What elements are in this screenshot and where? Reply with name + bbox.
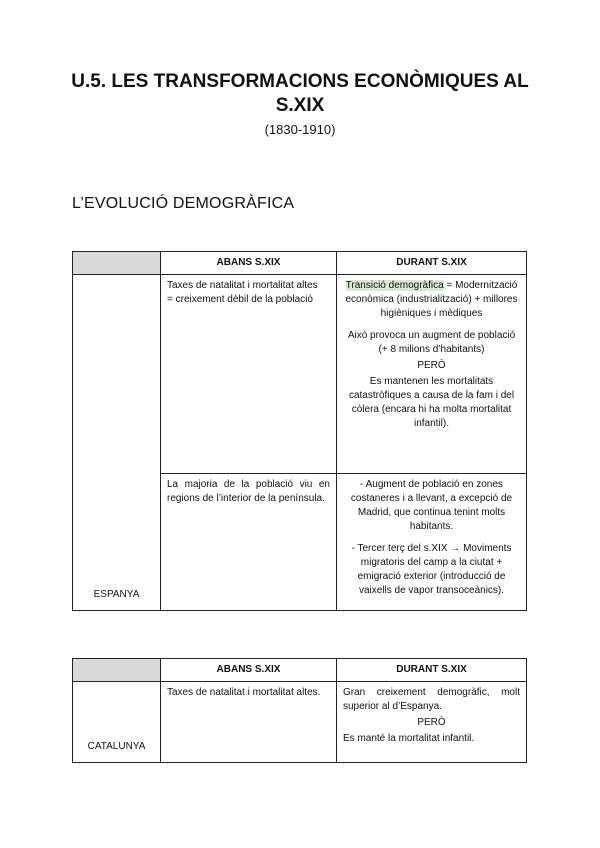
table-espanya <box>72 251 527 611</box>
table-row <box>73 682 527 763</box>
page-title: U.5. LES TRANSFORMACIONS ECONÒMIQUES AL S.XIX <box>71 71 529 116</box>
cell-text: La majoria de la població viu en regions de l’interior de la península. <box>167 479 330 504</box>
cell-text: - Tercer terç del s.XIX → Moviments migratoris del camp a la ciutat + emigració exterior (introducció de vaixells de vapor transoceànics). <box>351 543 512 596</box>
cell-durant-1 <box>337 275 527 474</box>
pero-connector: PERÒ <box>417 717 446 728</box>
cell-text: - Augment de població en zones costaneres i a llevant, a excepció de Madrid, que continua tenint molts habitants. <box>350 479 513 532</box>
cell-text: Gran creixement demogràfic, molt superior al d’Espanya. <box>343 687 520 712</box>
pero-connector: PERÒ <box>417 360 446 371</box>
period-subtitle: (1830-1910) <box>264 122 336 137</box>
cell-text: Es manté la mortalitat infantil. <box>343 733 475 744</box>
row-label-espanya: ESPANYA <box>73 275 161 611</box>
table-header-row <box>73 659 527 682</box>
header-blank-cell <box>73 659 161 682</box>
cell-text <box>343 279 520 321</box>
cell-text: Això provoca un augment de població (+ 8 milions d’habitants) <box>347 330 516 355</box>
cell-text: = Modernització econòmica (industrialització) + millores higièniques i mèdiques <box>345 280 518 319</box>
highlighted-term: Transició demogràfica <box>345 280 444 291</box>
header-durant: DURANT S.XIX <box>337 252 527 275</box>
table-header-row <box>73 252 527 275</box>
cell-abans-1 <box>161 275 337 474</box>
cell-text: Taxes de natalitat i mortalitat altes. <box>167 687 321 698</box>
cell-text: = creixement dèbil de la població <box>167 294 313 305</box>
table-catalunya <box>72 658 527 763</box>
section-heading: L’EVOLUCIÓ DEMOGRÀFICA <box>72 195 295 212</box>
cell-abans <box>161 682 337 763</box>
header-blank-cell <box>73 252 161 275</box>
row-label-catalunya: CATALUNYA <box>73 682 161 763</box>
cell-durant <box>337 682 527 763</box>
cell-durant-2 <box>337 474 527 611</box>
cell-abans-2 <box>161 474 337 611</box>
header-durant: DURANT S.XIX <box>337 659 527 682</box>
cell-text: Es mantenen les mortalitats catastròfiques a causa de la fam i del còlera (encara hi ha molta mortalitat infantil). <box>348 376 515 429</box>
header-abans: ABANS S.XIX <box>161 659 337 682</box>
table-row <box>73 275 527 474</box>
cell-text: Taxes de natalitat i mortalitat altes <box>167 280 318 291</box>
header-abans: ABANS S.XIX <box>161 252 337 275</box>
